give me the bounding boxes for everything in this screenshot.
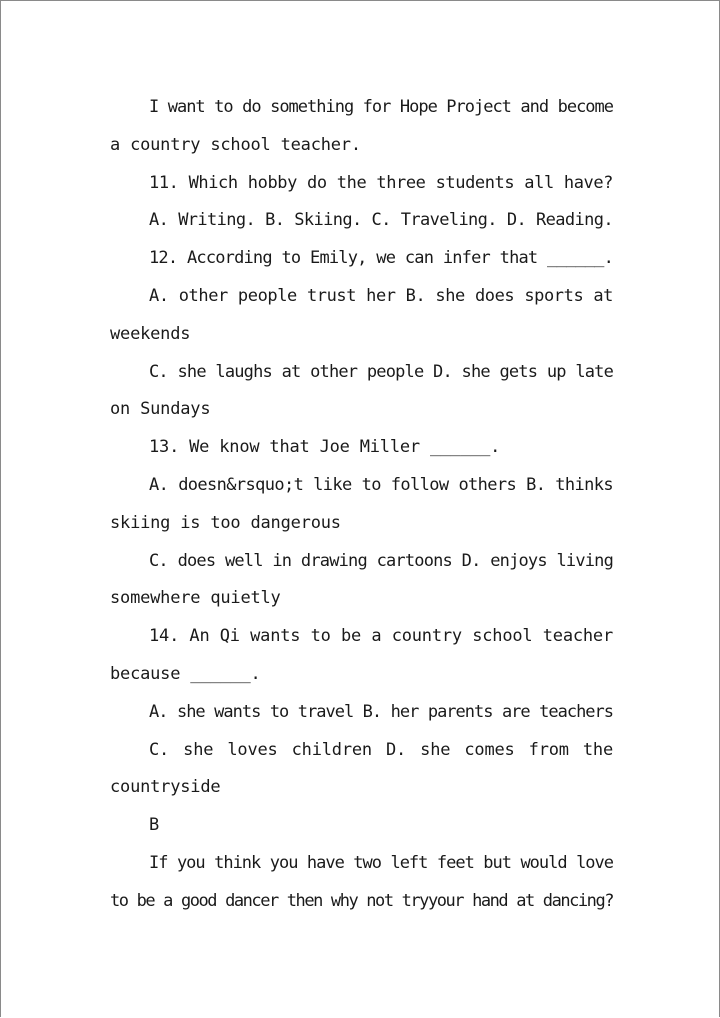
question-13-options: C. does well in drawing cartoons D. enjoys living [149, 550, 613, 571]
text-line: a country school teacher. [110, 134, 361, 155]
question-12-options: C. she laughs at other people D. she gets up late [149, 361, 613, 382]
question-13-options-cont: somewhere quietly [110, 588, 281, 609]
question-13-options-cont: skiing is too dangerous [110, 512, 341, 533]
text-line: to be a good dancer then why not tryyour hand at dancing? [110, 890, 613, 911]
question-13-options: A. doesn&rsquo;t like to follow others B. thinks [149, 474, 613, 495]
question-14-options: A. she wants to travel B. her parents are teachers [149, 701, 613, 722]
question-11: 11. Which hobby do the three students all have? [149, 172, 613, 193]
question-12-options-cont: weekends [110, 323, 191, 344]
question-14-options-cont: countryside [110, 777, 221, 798]
question-14: 14. An Qi wants to be a country school teacher [149, 626, 613, 647]
text-line: If you think you have two left feet but would love [149, 852, 613, 873]
section-heading: B [149, 815, 160, 836]
question-14-cont: because ______. [110, 663, 261, 684]
question-12-options-cont: on Sundays [110, 399, 211, 420]
document-body [110, 89, 613, 921]
text-line: I want to do something for Hope Project and become [149, 97, 613, 117]
question-12: 12. According to Emily, we can infer that ______. [149, 248, 613, 269]
question-11-options: A. Writing. B. Skiing. C. Traveling. D. Reading. [149, 210, 613, 231]
question-12-options: A. other people trust her B. she does sports at [149, 285, 613, 306]
question-13: 13. We know that Joe Miller ______. [149, 437, 501, 458]
question-14-options: C. she loves children D. she comes from the [149, 739, 613, 760]
